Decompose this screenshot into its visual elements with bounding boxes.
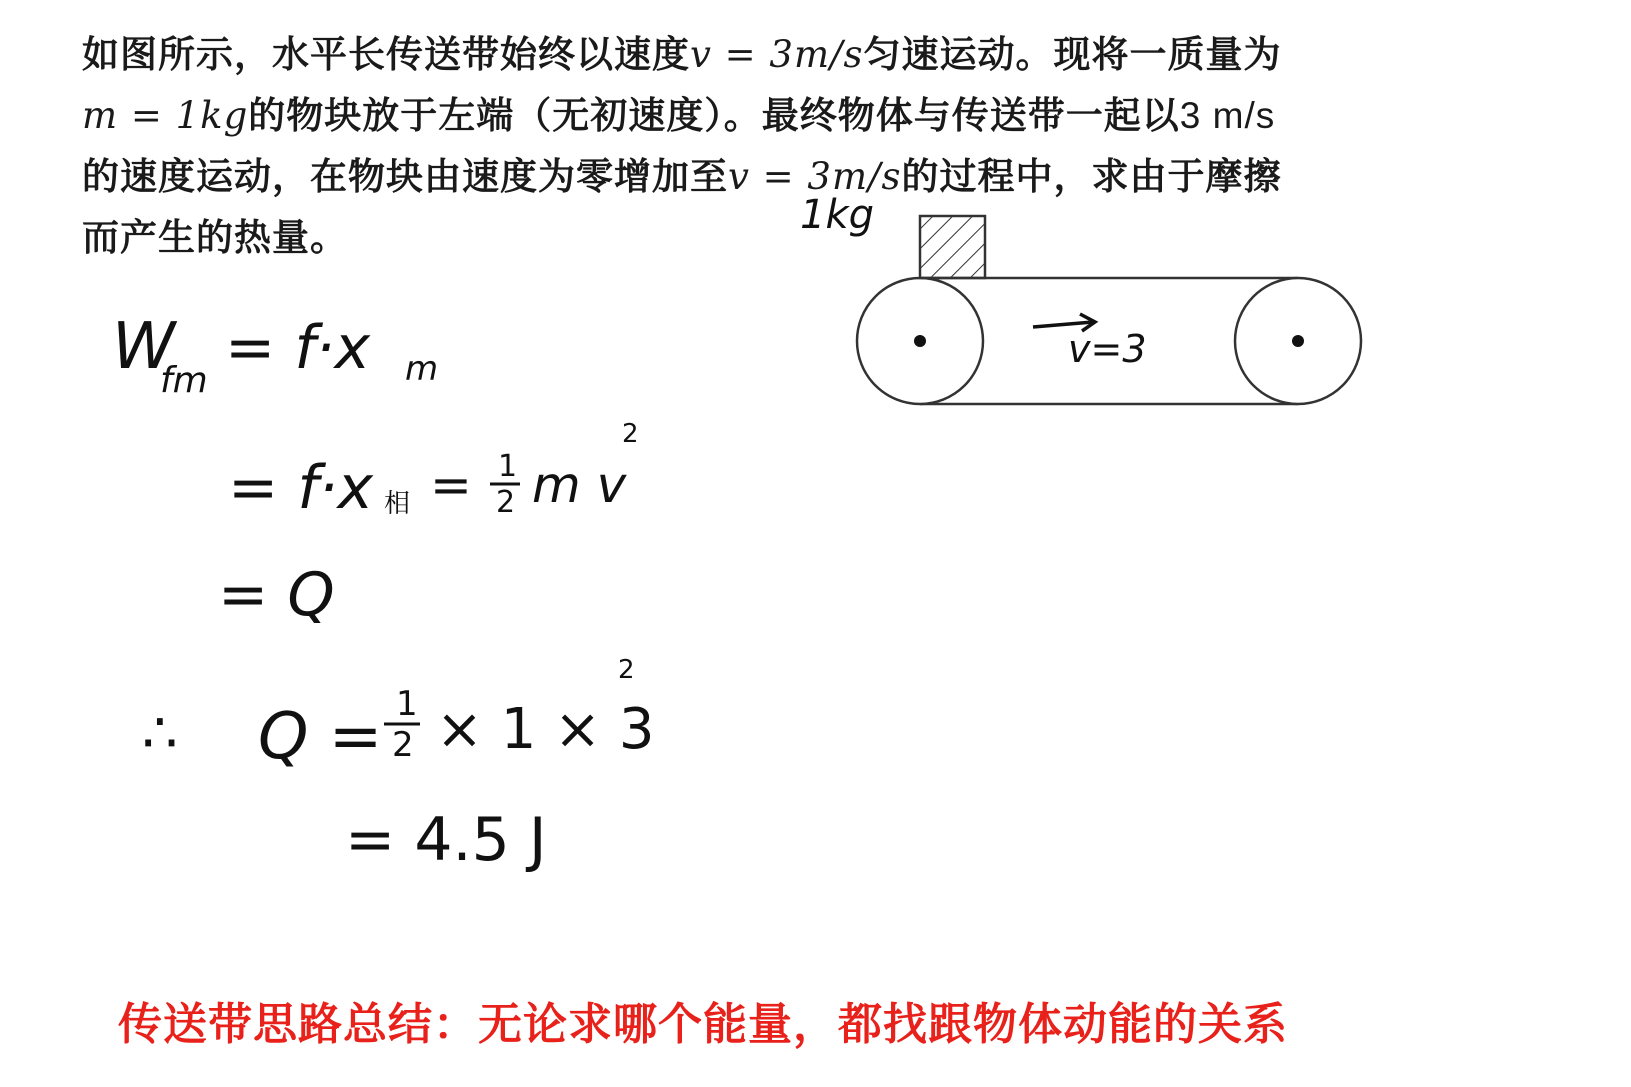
work-expression: × 1 × 3 (436, 697, 655, 762)
work-symbol: W (112, 310, 176, 384)
work-line-1 (112, 310, 438, 401)
work-expression: m v (532, 456, 627, 514)
work-line-4 (142, 655, 655, 774)
fraction-denominator: 2 (496, 485, 516, 520)
velocity-label: v=3 (1068, 327, 1147, 371)
work-expression: = Q (218, 560, 335, 630)
work-equals: = (430, 456, 472, 514)
work-line-5 (345, 805, 547, 875)
fraction-numerator: 1 (498, 449, 518, 484)
problem-text: 如图所示，水平长传送带始终以速度 (82, 32, 690, 76)
summary-note: 传送带思路总结：无论求哪个能量，都找跟物体动能的关系 (118, 999, 1288, 1050)
therefore-symbol: ∴ (142, 701, 178, 766)
problem-text: 的过程中，求由于摩擦 (901, 154, 1282, 198)
mass-label: 1kg (800, 192, 875, 238)
speed-value: 3 m/s (1179, 95, 1276, 136)
work-result: = 4.5 J (345, 805, 547, 875)
problem-text: 的速度运动，在物块由速度为零增加至 (82, 154, 728, 198)
work-subscript: fm (160, 360, 208, 401)
work-subscript: m (405, 349, 439, 389)
problem-text: 的物块放于左端（无初速度）。最终物体与传送带一起以 (248, 93, 1180, 137)
work-superscript: 2 (622, 419, 639, 449)
velocity-expression: v = 3m/s (728, 155, 902, 198)
work-superscript: 2 (618, 655, 635, 685)
work-subscript: 相 (384, 489, 411, 519)
mass-expression: m = 1kg (82, 94, 249, 137)
work-rhs: = f·x (225, 313, 371, 383)
work-expression: Q = (258, 700, 383, 774)
work-line-3 (218, 560, 335, 630)
problem-text: 匀速运动。现将一质量为 (863, 32, 1282, 76)
work-line-2 (228, 419, 639, 523)
problem-text: 而产生的热量。 (82, 215, 348, 259)
fraction-numerator: 1 (396, 684, 418, 724)
fraction-denominator: 2 (392, 725, 414, 765)
velocity-expression: v = 3m/s (690, 33, 864, 76)
work-expression: = f·x (228, 453, 374, 523)
